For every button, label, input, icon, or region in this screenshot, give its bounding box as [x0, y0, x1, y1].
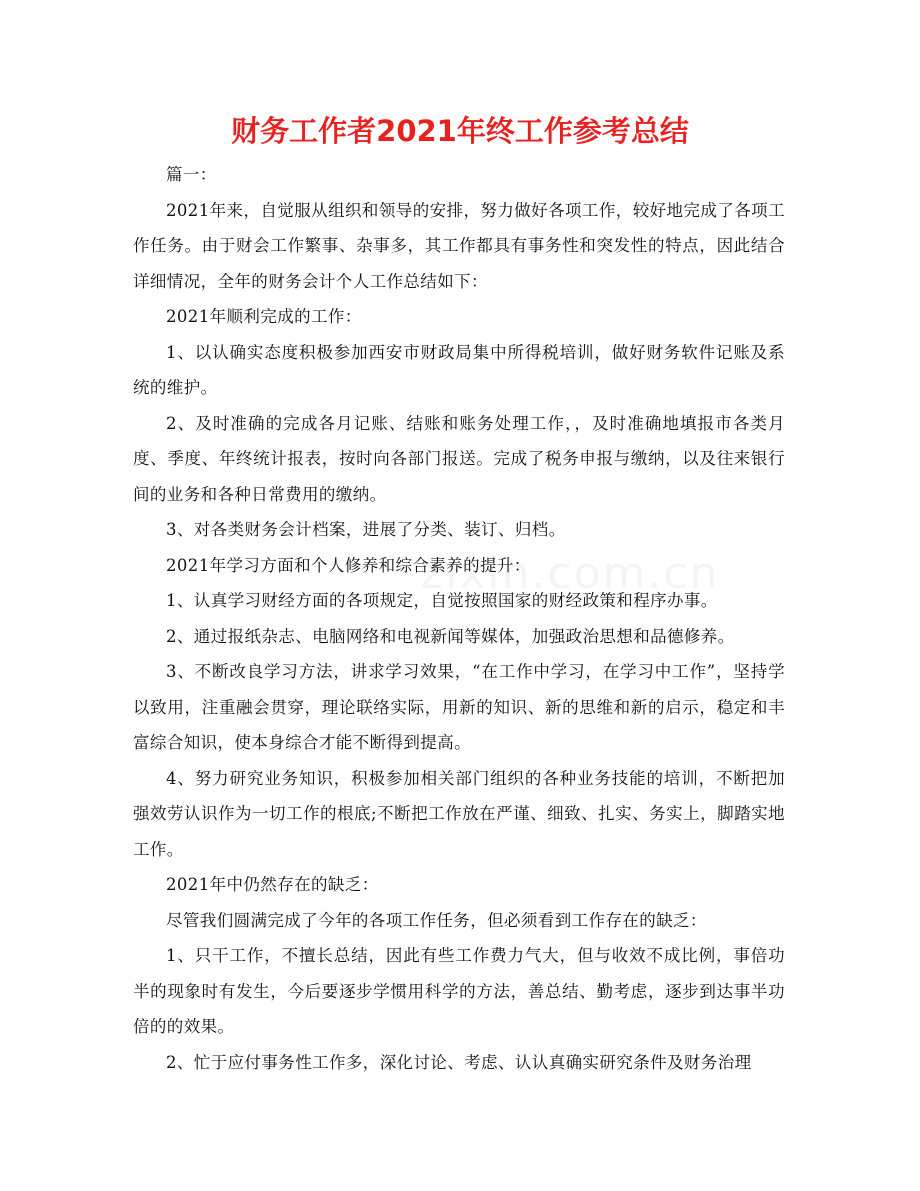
paragraph-section-label: 篇一： [166, 165, 217, 184]
paragraph-completed-3: 3、对各类财务会计档案，进展了分类、装订、归档。 [166, 520, 566, 539]
paragraph-learning-1: 1、认真学习财经方面的各项规定，自觉按照国家的财经政策和程序办事。 [166, 591, 718, 610]
paragraph-heading-completed: 2021年顺利完成的工作： [166, 307, 362, 326]
paragraph-completed-1: 1、以认确实态度积极参加西安市财政局集中所得税培训，做好财务软件记账及系统的维护。 [133, 342, 785, 397]
paragraph-learning-3: 3、不断改良学习方法，讲求学习效果，“在工作中学习，在学习中工作”，坚持学以致用，注重融会贯穿，理论联络实际，用新的知识、新的思维和新的启示，稳定和丰富综合知识，使本身综合才能不断得到提高。 [133, 662, 785, 752]
paragraph-shortcomings-intro: 尽管我们圆满完成了今年的各项工作任务，但必须看到工作存在的缺乏： [166, 910, 707, 930]
document-title: 财务工作者2021年终工作参考总结 [231, 114, 689, 148]
paragraph-completed-2: 2、及时准确的完成各月记账、结账和账务处理工作，，及时准确地填报市各类月度、季度、年终统计报表，按时向各部门报送。完成了税务申报与缴纳，以及往来银行间的业务和各种日常费用的缴纳。 [133, 413, 785, 504]
paragraph-heading-learning: 2021年学习方面和个人修养和综合素养的提升： [166, 555, 531, 575]
paragraph-shortcomings-1: 1、只干工作，不擅长总结，因此有些工作费力气大，但与收效不成比例，事倍功半的现象时有发生，今后要逐步学惯用科学的方法，善总结、勤考虑，逐步到达事半功倍的的效果。 [133, 946, 785, 1036]
document-body [133, 157, 785, 1080]
paragraph-intro: 2021年来，自觉服从组织和领导的安排，努力做好各项工作，较好地完成了各项工作任务。由于财会工作繁事、杂事多，其工作都具有事务性和突发性的特点，因此结合详细情况，全年的财务会计个人工作总结如下： [133, 200, 785, 291]
paragraph-shortcomings-2: 2、忙于应付事务性工作多，深化讨论、考虑、认认真确实研究条件及财务治理 [166, 1052, 752, 1072]
paragraph-learning-2: 2、通过报纸杂志、电脑网络和电视新闻等媒体，加强政治思想和品德修养。 [166, 626, 735, 646]
paragraph-learning-4: 4、努力研究业务知识，积极参加相关部门组织的各种业务技能的培训，不断把加强效劳认识作为一切工作的根底;不断把工作放在严谨、细致、扎实、务实上，脚踏实地工作。 [133, 768, 785, 859]
paragraph-heading-shortcomings: 2021年中仍然存在的缺乏： [166, 875, 379, 894]
